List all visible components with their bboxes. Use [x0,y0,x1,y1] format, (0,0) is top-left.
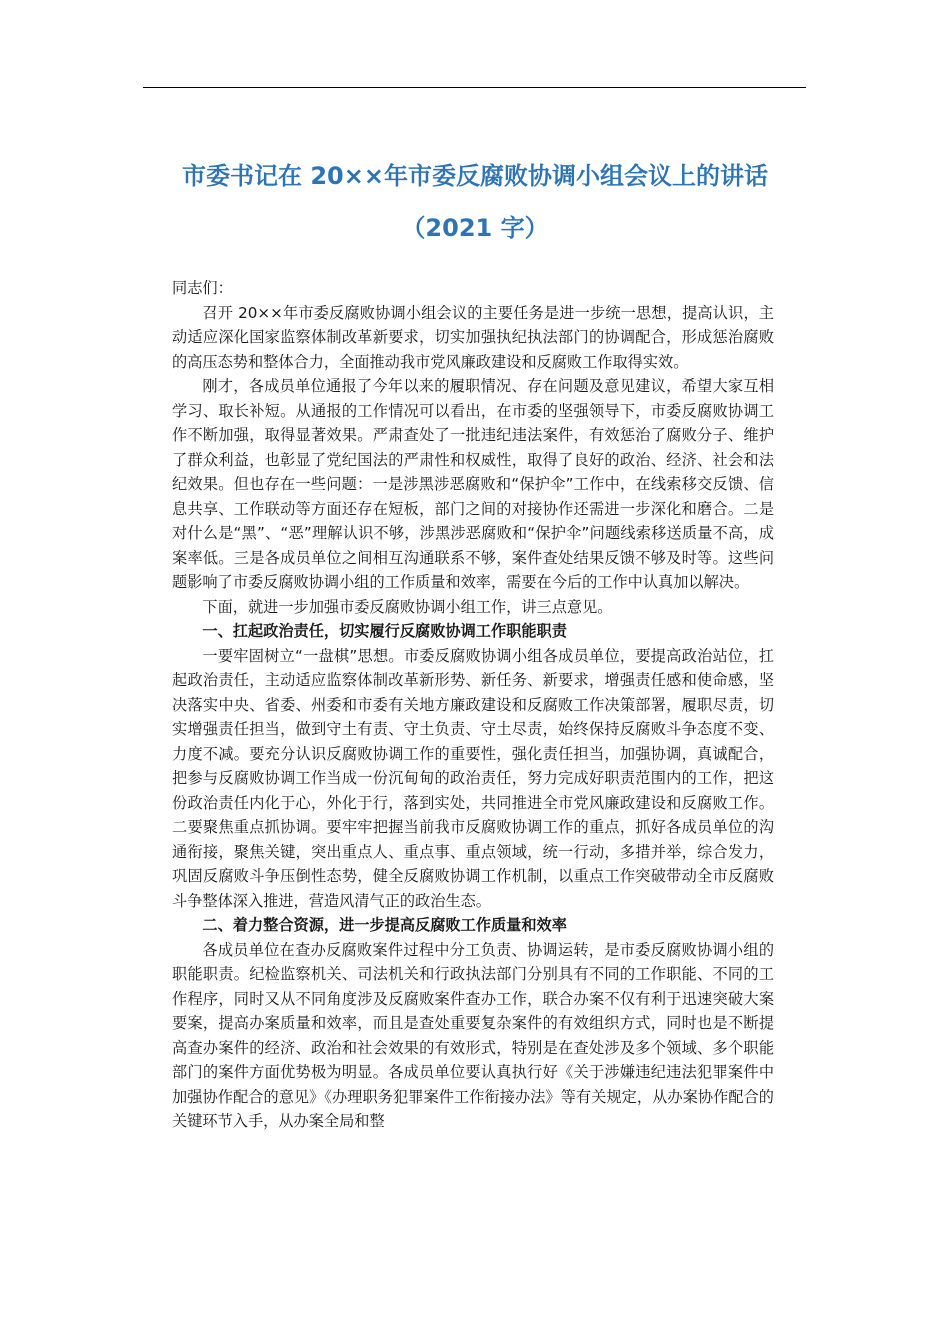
paragraph: 刚才，各成员单位通报了今年以来的履职情况、存在问题及意见建议，希望大家互相学习、取长补短。从通报的工作情况可以看出，在市委的坚强领导下，市委反腐败协调工作不断加强，取得显著效果。严肃查处了一批违纪违法案件，有效惩治了腐败分子、维护了群众利益，也彰显了党纪国法的严肃性和权威性，取得了良好的政治、经济、社会和法纪效果。但也存在一些问题：一是涉黑涉恶腐败和“保护伞”工作中，在线索移交反馈、信息共享、工作联动等方面还存在短板，部门之间的对接协作还需进一步深化和磨合。二是对什么是“黑”、“恶”理解认识不够，涉黑涉恶腐败和“保护伞”问题线索移送质量不高，成案率低。三是各成员单位之间相互沟通联系不够，案件查处结果反馈不够及时等。这些问题影响了市委反腐败协调小组的工作质量和效率，需要在今后的工作中认真加以解决。 [172,377,774,591]
section-heading: 二、着力整合资源，进一步提高反腐败工作质量和效率 [202,916,567,934]
salutation: 同志们： [172,279,233,297]
paragraph: 召开 20××年市委反腐败协调小组会议的主要任务是进一步统一思想，提高认识，主动适应深化国家监察体制改革新要求，切实加强执纪执法部门的协调配合，形成惩治腐败的高压态势和整体合力，全面推动我市党风廉政建设和反腐败工作取得实效。 [172,303,774,371]
section-heading: 一、扛起政治责任，切实履行反腐败协调工作职能职责 [202,622,567,640]
document-body [172,276,774,1134]
header-rule [143,87,806,88]
paragraph: 一要牢固树立“一盘棋”思想。市委反腐败协调小组各成员单位，要提高政治站位，扛起政治责任，主动适应监察体制改革新形势、新任务、新要求，增强责任感和使命感，坚决落实中央、省委、州委和市委有关地方廉政建设和反腐败工作决策部署，履职尽责，切实增强责任担当，做到守土有责、守土负责、守土尽责，始终保持反腐败斗争态度不变、力度不减。要充分认识反腐败协调工作的重要性，强化责任担当，加强协调，真诚配合，把参与反腐败协调工作当成一份沉甸甸的政治责任，努力完成好职责范围内的工作，把这份政治责任内化于心，外化于行，落到实处，共同推进全市党风廉政建设和反腐败工作。二要聚焦重点抓协调。要牢牢把握当前我市反腐败协调工作的重点，抓好各成员单位的沟通衔接，聚焦关键，突出重点人、重点事、重点领域，统一行动，多措并举，综合发力，巩固反腐败斗争压倒性态势，健全反腐败协调工作机制，以重点工作突破带动全市反腐败斗争整体深入推进，营造风清气正的政治生态。 [172,646,774,910]
title-line-1: 市委书记在 20××年市委反腐败协调小组会议上的讲话 [182,162,768,190]
title-line-2: （2021 字） [401,214,549,242]
paragraph: 各成员单位在查办反腐败案件过程中分工负责、协调运转，是市委反腐败协调小组的职能职责。纪检监察机关、司法机关和行政执法部门分别具有不同的工作职能、不同的工作程序，同时又从不同角度涉及反腐败案件查办工作，联合办案不仅有利于迅速突破大案要案，提高办案质量和效率，而且是查处重要复杂案件的有效组织方式，同时也是不断提高查办案件的经济、政治和社会效果的有效形式，特别是在查处涉及多个领域、多个职能部门的案件方面优势极为明显。各成员单位要认真执行好《关于涉嫌违纪违法犯罪案件中加强协作配合的意见》《办理职务犯罪案件工作衔接办法》等有关规定，从办案协作配合的关键环节入手，从办案全局和整 [172,940,774,1130]
paragraph: 下面，就进一步加强市委反腐败协调小组工作，讲三点意见。 [202,597,613,616]
document-title [150,150,800,254]
